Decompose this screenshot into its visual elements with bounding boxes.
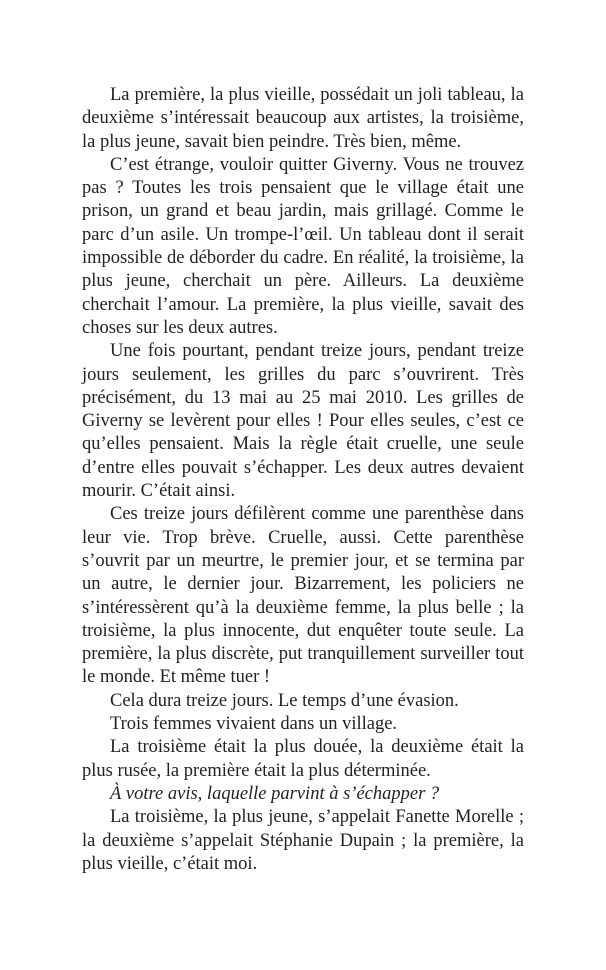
paragraph: Ces treize jours défilèrent comme une parenthèse dans leur vie. Trop brève. Cruelle, aussi. Cette parenthèse s’ouvrit par un meurtre, le premier jour, et se termina par un autre, le dernier jour. Bizarrement, les policiers ne s’intéressèrent qu’à la deuxième femme, la plus belle ; la troisième, la plus innocente, dut enquêter toute seule. La première, la plus discrète, put tranquillement surveiller tout le monde. Et même tuer !: [82, 504, 524, 688]
paragraph: Trois femmes vivaient dans un village.: [110, 714, 398, 735]
paragraph: La première, la plus vieille, possédait un joli tableau, la deuxième s’intéressait beaucoup aux artistes, la troisième, la plus jeune, savait bien peindre. Très bien, même.: [82, 85, 524, 152]
page-text: [82, 84, 524, 876]
paragraph: À votre avis, laquelle parvint à s’échapper ?: [110, 783, 440, 804]
paragraph: Cela dura treize jours. Le temps d’une évasion.: [110, 690, 459, 711]
paragraph: La troisième, la plus jeune, s’appelait Fanette Morelle ; la deuxième s’appelait Stéphanie Dupain ; la première, la plus vieille, c’était moi.: [82, 807, 524, 874]
paragraph: C’est étrange, vouloir quitter Giverny. Vous ne trouvez pas ? Toutes les trois pensaient que le village était une prison, un grand et beau jardin, mais grillagé. Comme le parc d’un asile. Un trompe-l’œil. Un tableau dont il serait impossible de déborder du cadre. En réalité, la troisième, la plus jeune, cherchait un père. Ailleurs. La deuxième cherchait l’amour. La première, la plus vieille, savait des choses sur les deux autres.: [82, 154, 524, 338]
paragraph: La troisième était la plus douée, la deuxième était la plus rusée, la première était la plus déterminée.: [82, 737, 524, 781]
paragraph: Une fois pourtant, pendant treize jours, pendant treize jours seulement, les grilles du parc s’ouvrirent. Très précisément, du 13 mai au 25 mai 2010. Les grilles de Giverny se levèrent pour elles ! Pour elles seules, c’est ce qu’elles pensaient. Mais la règle était cruelle, une seule d’entre elles pouvait s’échapper. Les deux autres devaient mourir. C’était ainsi.: [82, 341, 524, 502]
